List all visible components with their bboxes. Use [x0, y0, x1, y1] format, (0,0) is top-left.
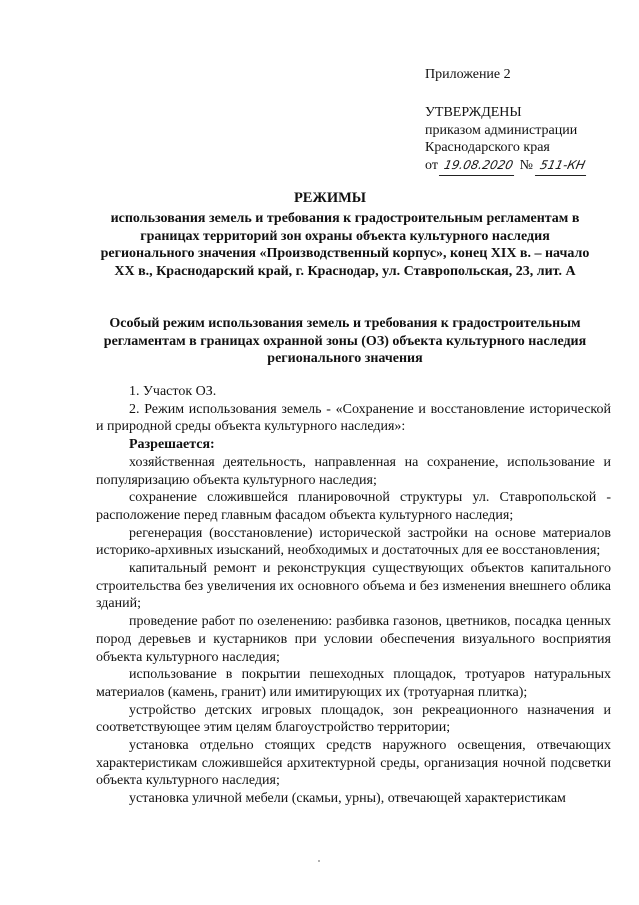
paragraph: проведение работ по озеленению: разбивка газонов, цветников, посадка ценных пород деревьев и кустарников при условии обеспечения визуального восприятия объекта культурного наследия;	[96, 614, 611, 665]
document-body	[96, 383, 611, 808]
allowed-heading: Разрешается:	[129, 437, 215, 453]
handwritten-number: 511-КН	[535, 157, 590, 176]
section-title: Особый режим использования земель и требования к градостроительным регламентам в границах охранной зоны (ОЗ) объекта культурного наследия регионального значения	[103, 316, 587, 367]
scan-speck	[318, 860, 320, 862]
handwritten-date: 19.08.2020	[439, 157, 518, 176]
appendix-label: Приложение 2	[425, 67, 511, 82]
paragraph: устройство детских игровых площадок, зон рекреационного назначения и соответствующее этим целям благоустройство территории;	[96, 702, 611, 736]
from-prefix: от	[425, 157, 438, 173]
paragraph: сохранение сложившейся планировочной структуры ул. Ставропольской - расположение перед главным фасадом объекта культурного наследия;	[96, 490, 611, 523]
paragraph: использование в покрытии пешеходных площадок, тротуаров натуральных материалов (камень, гранит) или имитирующих их (тротуарная плитка);	[96, 667, 611, 700]
paragraph: регенерация (восстановление) исторической застройки на основе материалов историко-архивных изысканий, необходимых и достаточных для ее восстановления;	[96, 525, 611, 559]
paragraph: капитальный ремонт и реконструкция существующих объектов капитального строительства без увеличения их основного объема и без изменения внешнего облика зданий;	[96, 561, 611, 612]
number-prefix: №	[519, 157, 534, 173]
paragraph: 2. Режим использования земель - «Сохранение и восстановление исторической и природной среды объекта культурного наследия»:	[96, 401, 611, 435]
paragraph: установка уличной мебели (скамьи, урны), отвечающей характеристикам	[129, 791, 566, 807]
approval-block	[425, 104, 587, 175]
paragraph: хозяйственная деятельность, направленная на сохранение, использование и популяризацию объекта культурного наследия;	[96, 454, 611, 488]
document-title: РЕЖИМЫ	[293, 190, 367, 206]
approval-line-3: Краснодарского края	[425, 140, 550, 155]
approval-date-number	[425, 157, 587, 176]
paragraph: 1. Участок ОЗ.	[129, 384, 217, 399]
document-subtitle: использования земель и требования к градостроительным регламентам в границах территорий зон охраны объекта культурного наследия регионального значения «Производственный корпус», конец XIX в. – начало XX в., Краснодарский край, г. Краснодар, ул. Ставропольская, 23, лит. А	[100, 211, 590, 279]
approval-line-2: приказом администрации	[425, 122, 578, 138]
paragraph: установка отдельно стоящих средств наружного освещения, отвечающих характеристикам сложившейся архитектурной среды, организация ночной подсветки объекта культурного наследия;	[96, 738, 611, 789]
approval-line-1: УТВЕРЖДЕНЫ	[425, 105, 522, 120]
